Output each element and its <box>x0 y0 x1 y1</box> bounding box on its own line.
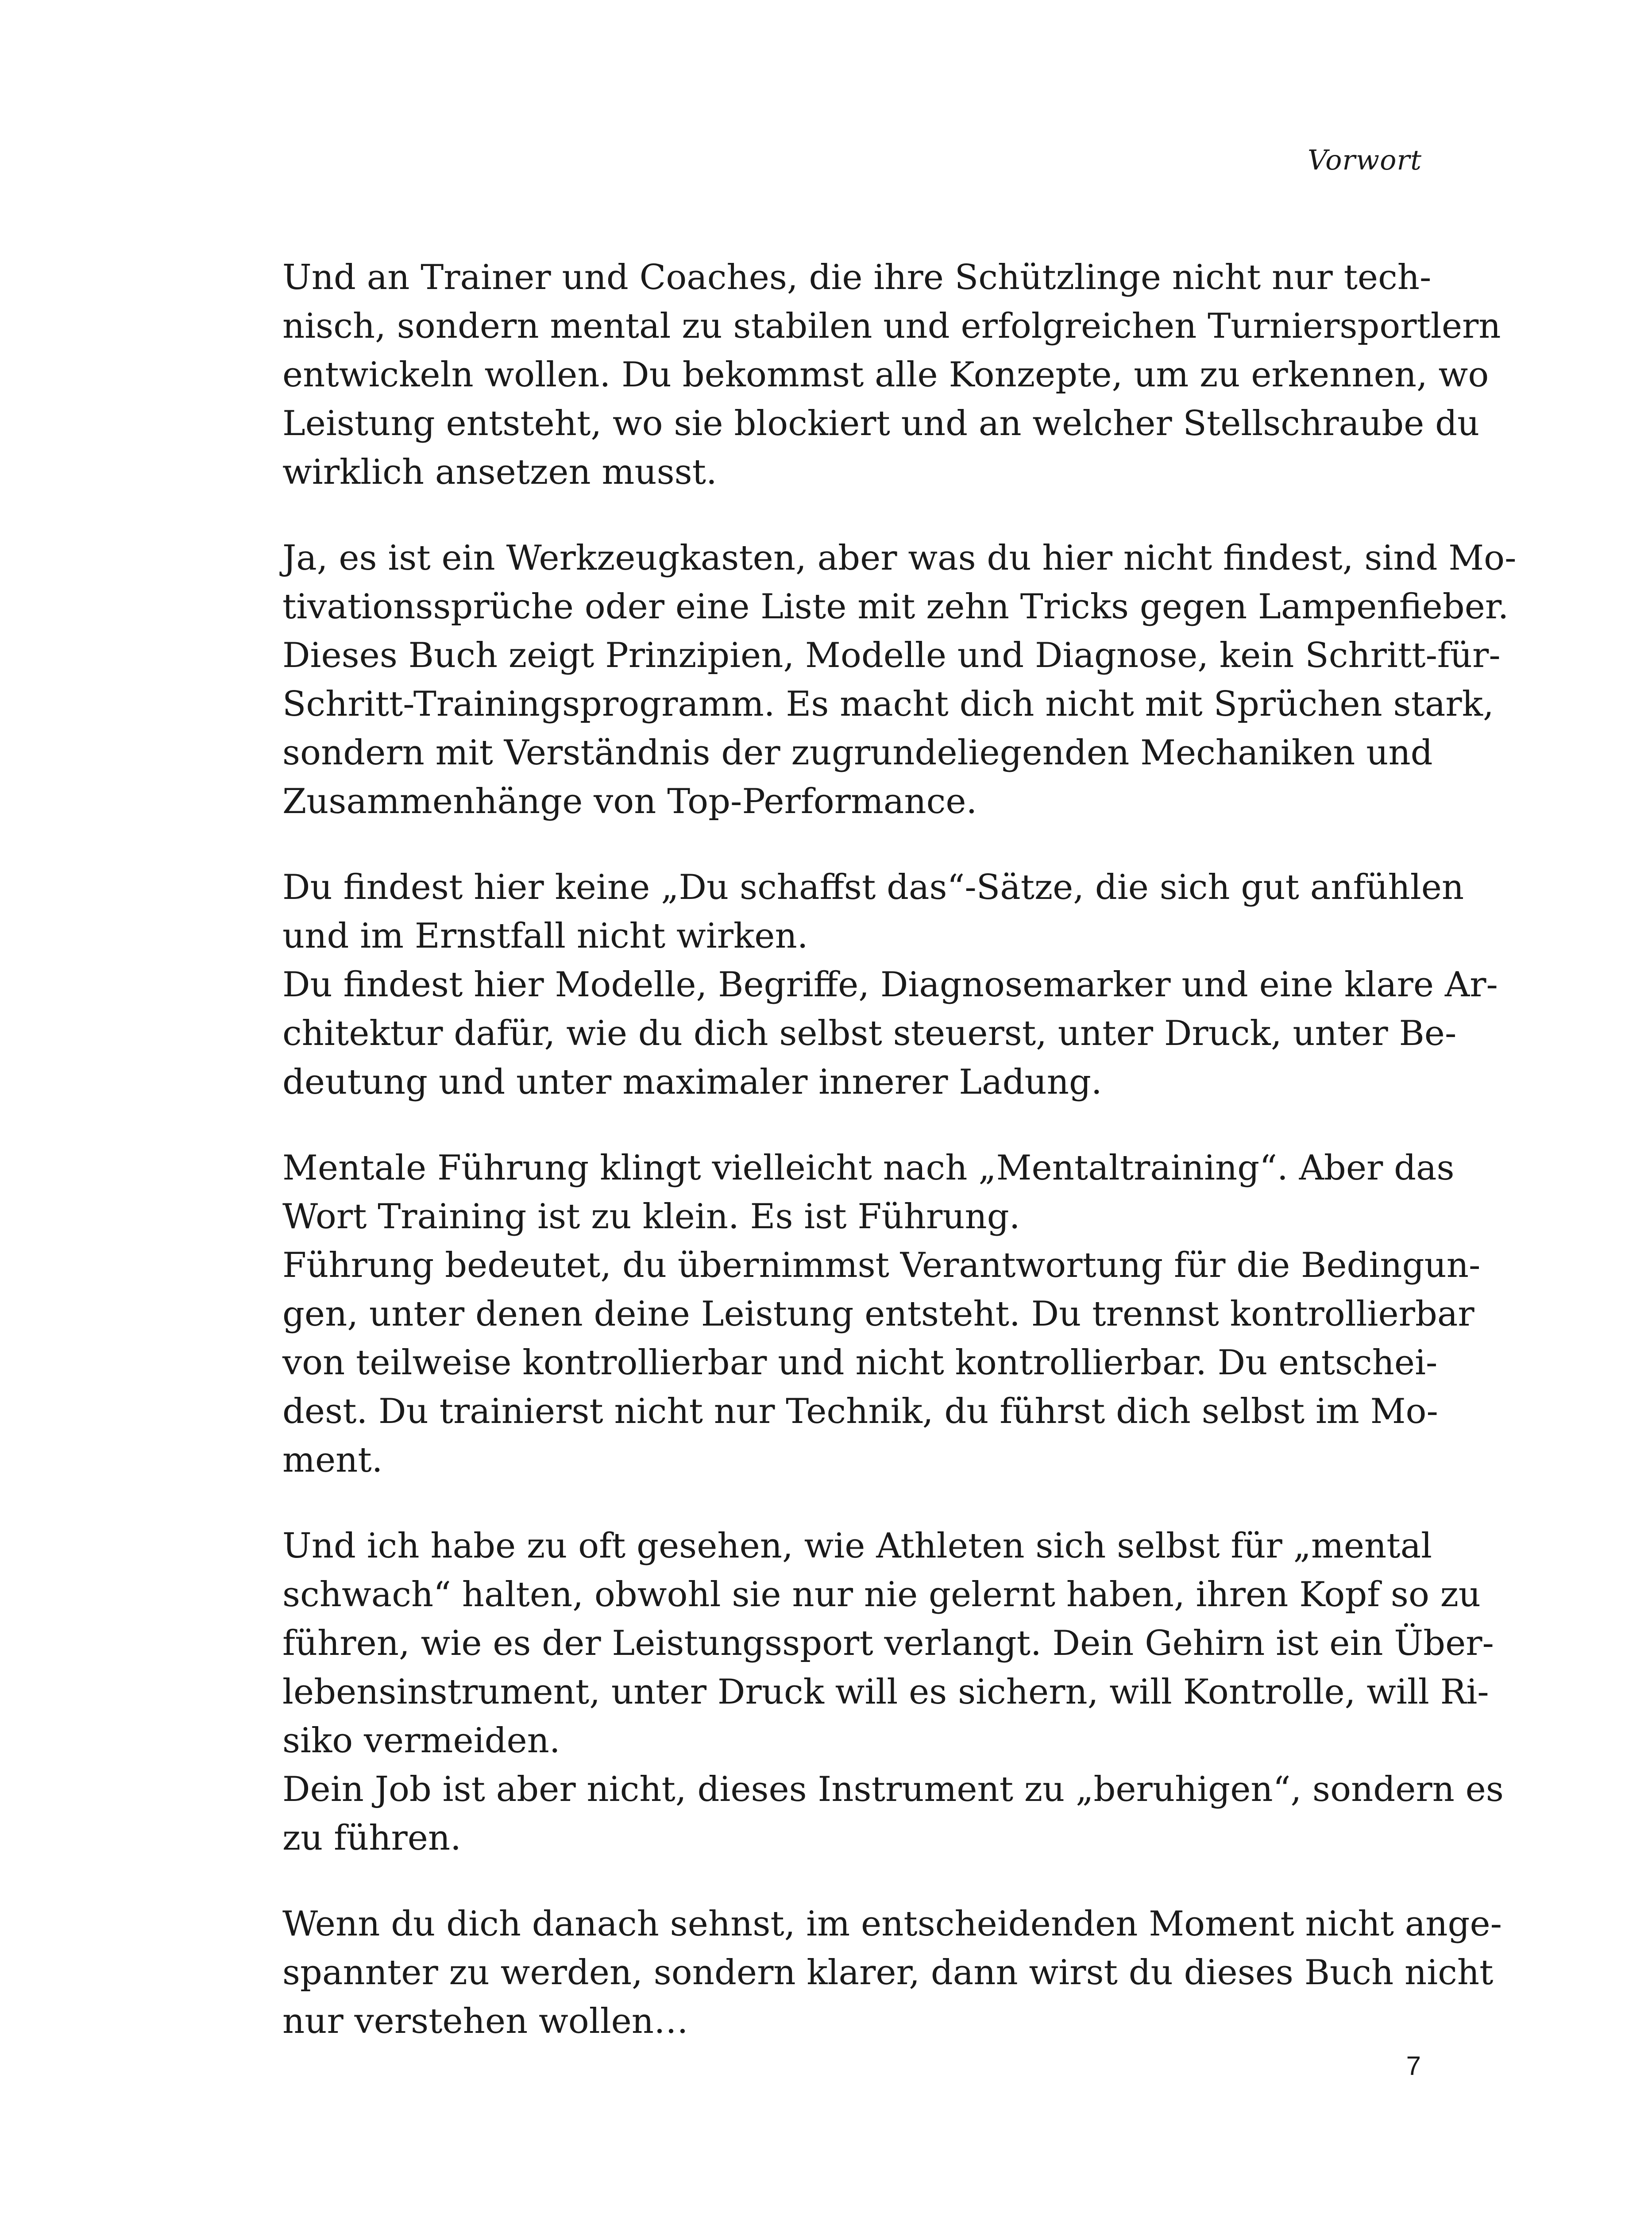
text-line: Dein Job ist aber nicht, dieses Instrument zu „beruhigen“, sondern es <box>282 1770 1504 1809</box>
text-line: chitektur dafür, wie du dich selbst steuerst, unter Druck, unter Be- <box>282 1014 1457 1053</box>
text-line: Zusammenhänge von Top-Performance. <box>282 782 977 821</box>
text-line: führen, wie es der Leistungssport verlangt. Dein Gehirn ist ein Über- <box>282 1623 1494 1663</box>
text-line: Dieses Buch zeigt Prinzipien, Modelle und Diagnose, kein Schritt-für- <box>282 636 1501 675</box>
text-line: ment. <box>282 1440 383 1480</box>
text-line: Du findest hier Modelle, Begriffe, Diagnosemarker und eine klare Ar- <box>282 965 1498 1005</box>
text-line: dest. Du trainierst nicht nur Technik, du führst dich selbst im Mo- <box>282 1392 1438 1431</box>
text-line: wirklich ansetzen musst. <box>282 452 717 492</box>
text-line: nisch, sondern mental zu stabilen und erfolgreichen Turniersportlern <box>282 306 1501 346</box>
paragraph <box>282 1522 1504 1862</box>
text-line: Wort Training ist zu klein. Es ist Führung. <box>282 1197 1020 1237</box>
text-line: gen, unter denen deine Leistung entsteht. Du trennst kontrollierbar <box>282 1294 1474 1334</box>
text-line: Und an Trainer und Coaches, die ihre Schützlinge nicht nur tech- <box>282 258 1432 297</box>
text-line: tivationssprüche oder eine Liste mit zehn Tricks gegen Lampenfieber. <box>282 587 1509 627</box>
text-line: Leistung entsteht, wo sie blockiert und an welcher Stellschraube du <box>282 404 1480 443</box>
text-line: lebensinstrument, unter Druck will es sichern, will Kontrolle, will Ri- <box>282 1672 1489 1712</box>
text-line: deutung und unter maximaler innerer Ladung. <box>282 1062 1102 1102</box>
text-line: schwach“ halten, obwohl sie nur nie gelernt haben, ihren Kopf so zu <box>282 1575 1481 1615</box>
text-line: sondern mit Verständnis der zugrundeliegenden Mechaniken und <box>282 733 1433 773</box>
text-line: siko vermeiden. <box>282 1721 560 1761</box>
text-line: Ja, es ist ein Werkzeugkasten, aber was du hier nicht findest, sind Mo- <box>282 538 1517 578</box>
page-number: 7 <box>1406 2051 1421 2081</box>
body-text <box>282 253 1517 2083</box>
paragraph <box>282 863 1498 1106</box>
paragraph <box>282 1144 1481 1484</box>
text-line: spannter zu werden, sondern klarer, dann wirst du dieses Buch nicht <box>282 1953 1494 1993</box>
text-line: von teilweise kontrollierbar und nicht kontrollierbar. Du entschei- <box>282 1343 1438 1383</box>
text-line: Wenn du dich danach sehnst, im entscheidenden Moment nicht ange- <box>282 1904 1502 1944</box>
text-line: und im Ernstfall nicht wirken. <box>282 916 808 956</box>
text-line: Und ich habe zu oft gesehen, wie Athleten sich selbst für „mental <box>282 1526 1432 1566</box>
paragraph <box>282 1900 1502 2046</box>
text-line: nur verstehen wollen… <box>282 2001 689 2041</box>
text-line: Führung bedeutet, du übernimmst Verantwortung für die Bedingun- <box>282 1245 1481 1285</box>
paragraph <box>282 534 1517 826</box>
text-line: zu führen. <box>282 1818 461 1858</box>
text-line: Schritt-Trainingsprogramm. Es macht dich nicht mit Sprüchen stark, <box>282 684 1494 724</box>
text-line: entwickeln wollen. Du bekommst alle Konzepte, um zu erkennen, wo <box>282 355 1489 395</box>
paragraph <box>282 253 1501 497</box>
text-line: Mentale Führung klingt vielleicht nach „Mentaltraining“. Aber das <box>282 1148 1455 1188</box>
running-header-title: Vorwort <box>1308 144 1422 176</box>
text-line: Du findest hier keine „Du schaffst das“-Sätze, die sich gut anfühlen <box>282 867 1464 907</box>
